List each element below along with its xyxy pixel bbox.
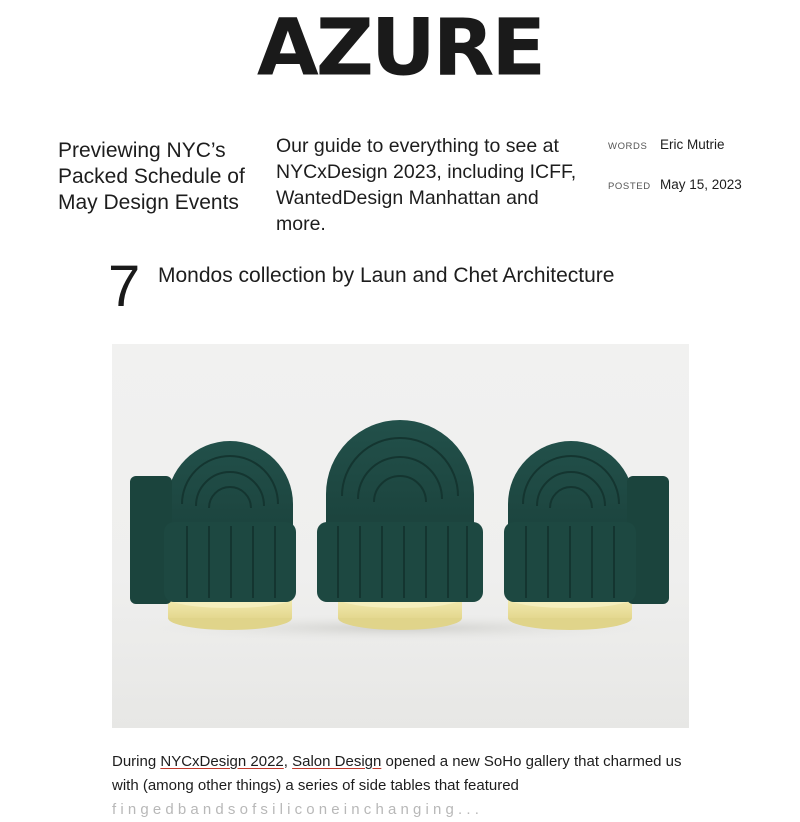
right-chair (504, 441, 669, 604)
mondos-sofa-image (112, 344, 689, 728)
body-text-rest: opened a new SoHo gallery that charmed us with (among other things) a series of side tables that featured (112, 753, 682, 794)
words-label: WORDS (608, 141, 648, 152)
article-body (112, 750, 692, 822)
section-number: 7 (108, 254, 141, 319)
body-text-start: During (112, 753, 161, 770)
site-logo[interactable]: AZURE (256, 1, 544, 94)
middle-chair (317, 420, 483, 602)
body-comma: , (283, 753, 293, 770)
posted-label: POSTED (608, 181, 651, 192)
meta-author-row (608, 137, 798, 177)
section-title: Mondos collection by Laun and Chet Architecture (158, 264, 615, 287)
posted-date: May 15, 2023 (660, 177, 742, 192)
article-headline: Previewing NYC’s Packed Schedule of May Design Events (58, 139, 245, 214)
nycxdesign-2022-link[interactable]: NYCxDesign 2022 (160, 753, 284, 770)
meta-date-row (608, 177, 798, 217)
article-dek: Our guide to everything to see at NYCxDesign 2023, including ICFF, WantedDesign Manhattan and more. (276, 135, 577, 235)
salon-design-link[interactable]: Salon Design (292, 753, 382, 770)
sofa-photo (112, 344, 689, 728)
body-text-cutoff: f i n g e d b a n d s o f s i l i c o n e i n c h a n g i n g . . . (112, 801, 479, 818)
article-meta (608, 137, 798, 217)
left-chair (130, 441, 296, 604)
author-name[interactable]: Eric Mutrie (660, 137, 725, 152)
